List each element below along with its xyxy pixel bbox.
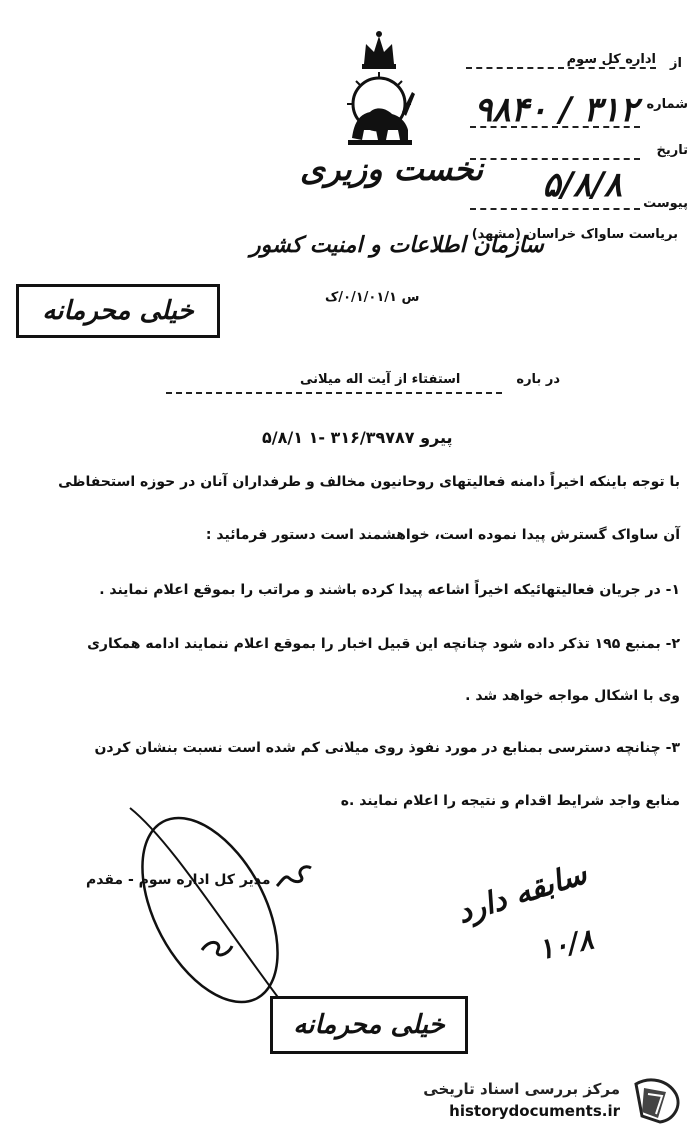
- from-label: از: [670, 56, 682, 71]
- stamp-bottom-text: خیلی محرمانه: [293, 1010, 445, 1040]
- number-underline: [470, 126, 640, 128]
- handwritten-note-right: سابقه دارد: [452, 856, 592, 931]
- confidential-stamp-bottom: [270, 996, 468, 1054]
- footer-center-name: مرکز بررسی اسناد تاریخی: [423, 1080, 620, 1098]
- number-value: ۹۸۴۰ / ۳۱۲: [474, 90, 638, 130]
- attachment-label: پیوست: [643, 196, 688, 211]
- signature-block: مدیر کل اداره سوم - مقدم: [86, 872, 271, 888]
- subject-underline: [166, 392, 502, 394]
- confidential-stamp-top: [16, 284, 220, 338]
- org-subtitle: سازمان اطلاعات و امنیت کشور: [250, 232, 544, 258]
- body-item2-line1: ۲- بمنبع ۱۹۵ تذکر داده شود چنانچه این قبیل اخبار را بموقع اعلام ننمایند ادامه همکاری: [87, 636, 680, 652]
- ref-code: س ۰/۱/۰۱/۱/ک: [325, 290, 420, 305]
- reference-line: پیرو ۳۱۶/۳۹۷۸۷ -۱ ۵/۸/۱: [262, 428, 453, 447]
- body-item1: ۱- در جریان فعالیتهائیکه اخیراً اشاعه پیدا کرده باشند و مراتب را بموقع اعلام نمایند .: [99, 582, 680, 598]
- date-value: ۵/۸/۸: [542, 165, 622, 205]
- archive-logo-icon: [628, 1074, 684, 1126]
- from-value: اداره کل سوم: [466, 52, 656, 69]
- subject-value: استفتاء از آیت اله میلانی: [300, 372, 461, 387]
- handwritten-note-date: ۱۰/۸: [535, 922, 597, 967]
- subject-label: در باره: [516, 372, 560, 387]
- signature-scribble: [275, 862, 315, 892]
- date-underline: [470, 158, 640, 160]
- org-title: نخست وزیری: [300, 150, 484, 188]
- to-line: بریاست ساواک خراسان (مشهد): [471, 227, 678, 242]
- footer-url[interactable]: historydocuments.ir: [449, 1102, 620, 1120]
- stamp-top-text: خیلی محرمانه: [42, 296, 194, 326]
- body-p1-line1: با توجه باینکه اخیراً دامنه فعالیتهای روحانیون مخالف و طرفداران آنان در حوزه استحفاظی: [58, 474, 680, 490]
- body-item3-line2: منابع واجد شرایط اقدام و نتیجه را اعلام نمایند .ه: [340, 793, 680, 809]
- lion-sun-emblem: [336, 26, 422, 156]
- attachment-underline: [470, 208, 640, 210]
- body-p1-line2: آن ساواک گسترش پیدا نموده است، خواهشمند است دستور فرمائید :: [205, 527, 680, 543]
- body-item2-line2: وی با اشکال مواجه خواهد شد .: [465, 688, 680, 704]
- number-label: شماره: [646, 97, 688, 112]
- body-item3-line1: ۳- چنانچه دسترسی بمنابع در مورد نفوذ روی میلانی کم شده است نسبت بنشان کردن: [94, 740, 680, 756]
- date-label: تاریخ: [656, 143, 688, 158]
- handwritten-ellipse: [110, 800, 300, 1010]
